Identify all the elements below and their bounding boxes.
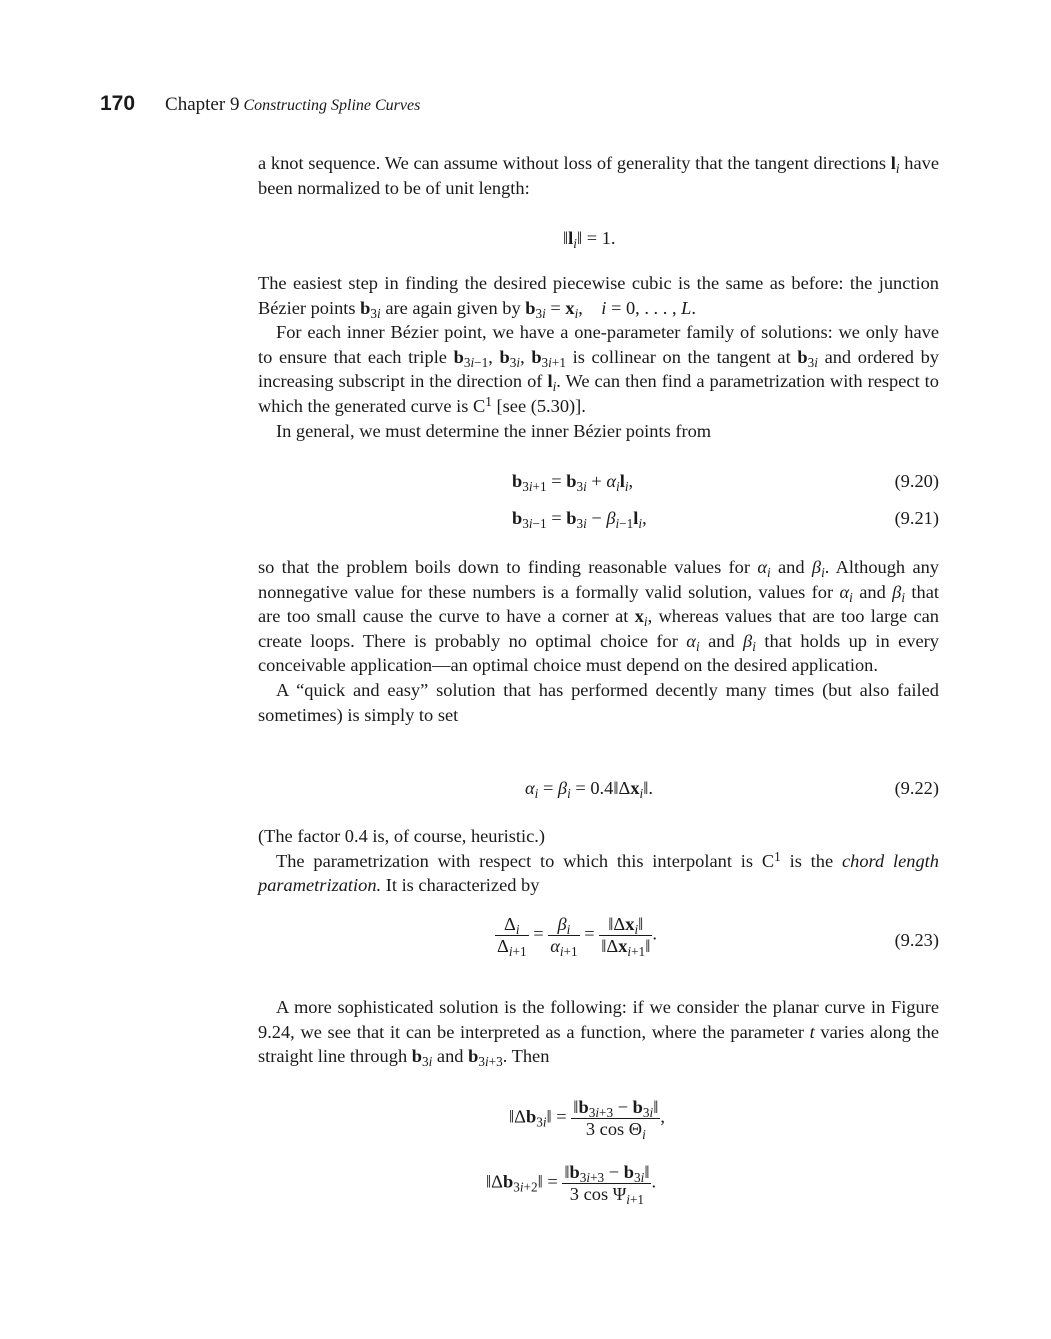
equation-number-9-20: (9.20): [894, 471, 939, 491]
equation-number-9-23: (9.23): [894, 930, 939, 950]
equation-number-9-22: (9.22): [894, 778, 939, 798]
paragraph-block-7: [258, 824, 939, 898]
paragraph-8: The parametrization with respect to which this interpolant is $C^1$ is the chord length parametrization. It is characterized by: [258, 848, 939, 896]
equation-number-9-21: (9.21): [894, 508, 939, 528]
equation-delta-b3i-plus-2: $‖\Delta b_{3i+2}‖$ = $\frac{‖b_{3i+3} - b_{3i}‖}{3 \cos \Psi_{i+1}}$ .: [486, 1162, 657, 1207]
paragraph-4: In general, we must determine the inner Bézier points from: [276, 420, 712, 441]
equation-9-23: $\frac{\Delta_i}{\Delta_{i+1}}$ = $\frac{\beta_i}{\alpha_{i+1}}$ = $\frac{‖\Delta x_i‖}{‖\Delta x_{i+1}‖}$ .: [497, 914, 657, 959]
equation-9-22: $\alpha_i = \beta_i$ = $0.4‖\Delta x_i‖$.: [525, 778, 653, 801]
equation-delta-b3i: $‖\Delta b_{3i}‖$ = $\frac{‖b_{3i+3} - b_{3i}‖}{3 \cos \Theta_i}$ ,: [509, 1097, 665, 1142]
paragraph-5: so that the problem boils down to finding reasonable values for $\alpha_i$ and $\beta_i$. Although any nonnegative value for these numbers is a formally valid solution, values for $\alpha_i$ and $\beta_i$ that are too small cause the curve to have a corner at $x_i$, whereas values that are too large can create loops. There is probably no optimal choice for $\alpha_i$ and $\beta_i$ that holds up in every conceivable application—an optimal choice must depend on the desired application.: [258, 557, 940, 676]
paragraph-block-5: [258, 555, 939, 727]
paragraph-6: A “quick and easy” solution that has performed decently many times (but also failed sometimes) is simply to set: [258, 679, 939, 725]
page-number: 170: [100, 92, 136, 115]
paragraph-1: a knot sequence. We can assume without loss of generality that the tangent directions $l_i$ have been normalized to be of unit length:: [258, 153, 939, 198]
equation-unit-norm: $‖l_i‖ = 1$.: [563, 228, 616, 251]
chapter-title: Constructing Spline Curves: [243, 97, 421, 114]
equation-9-20: $b_{3i+1} = b_{3i} + \alpha_il_i$,: [512, 471, 634, 494]
paragraph-2: The easiest step in finding the desired piecewise cubic is the same as before: the junction Bézier points $b_{3i}$ are again given by $b_{3i} = x_i$, i = 0, . . . , L.: [258, 273, 939, 321]
paragraph-block-2: [258, 271, 939, 443]
equation-9-21: $b_{3i-1} = b_{3i} - \beta_{i-1}l_i$,: [512, 508, 647, 531]
paragraph-9: A more sophisticated solution is the following: if we consider the planar curve in Figure 9.24, we see that it can be interpreted as a function, where the parameter t varies along the straight line through $b_{3i}$ and $b_{3i+3}$. Then: [258, 997, 939, 1070]
chapter-label: Chapter 9: [165, 94, 240, 115]
paragraph-3: For each inner Bézier point, we have a one-parameter family of solutions: we only have to ensure that each triple $b_{3i-1}$, $b_{3i}$, $b_{3i+1}$ is collinear on the tangent at $b_{3i}$ and ordered by increasing subscript in the direction of $l_i$. We can then find a parametrization with respect to which the generated curve is $C^1$ [see (5.30)].: [258, 322, 939, 416]
paragraph-block-9: [258, 995, 939, 1069]
running-header: [100, 92, 420, 122]
paragraph-7: (The factor 0.4 is, of course, heuristic.): [258, 826, 545, 846]
